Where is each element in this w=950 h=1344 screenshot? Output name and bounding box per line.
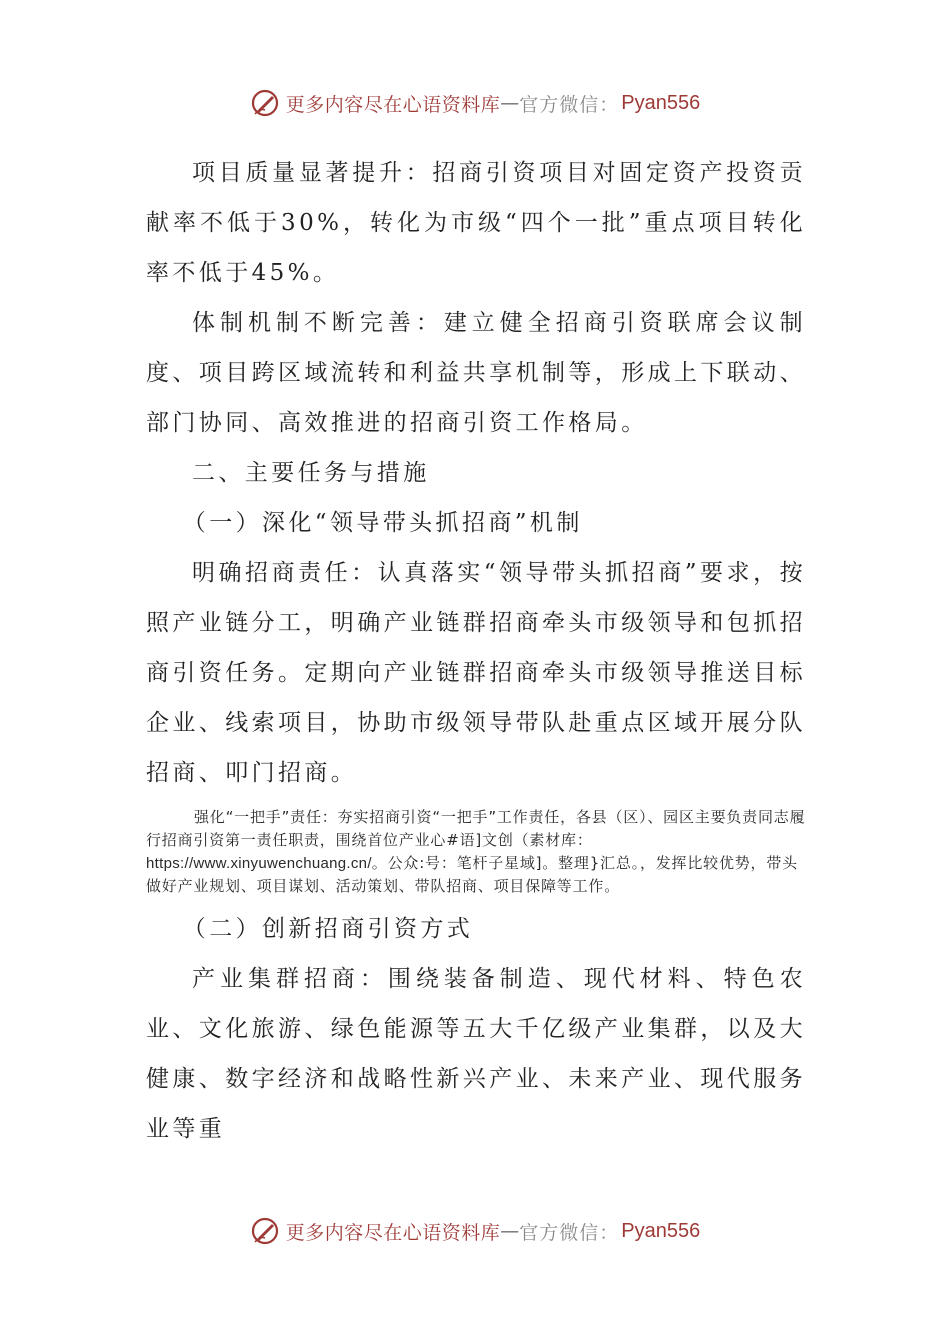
section-heading-main-tasks: 二、主要任务与措施: [192, 460, 430, 486]
wechat-id: Pyan556: [621, 1219, 701, 1242]
watermark-separator: —: [500, 92, 520, 114]
document-body: [146, 148, 806, 1154]
wechat-id: Pyan556: [621, 91, 701, 114]
wechat-label: 官方微信：: [519, 1221, 620, 1244]
quill-seal-icon: [250, 1216, 280, 1246]
paragraph-cluster-investment: 产业集群招商：围绕装备制造、现代材料、特色农业、文化旅游、绿色能源等五大千亿级产业集群，以及大健康、数字经济和战略性新兴产业、未来产业、现代服务业等重: [146, 966, 806, 1142]
watermark-separator: —: [500, 1220, 520, 1242]
subsection-heading-leadership: （一）深化“领导带头抓招商”机制: [182, 510, 583, 536]
wechat-label: 官方微信：: [519, 93, 620, 116]
header-watermark: [0, 83, 950, 123]
paragraph-responsibility: 明确招商责任：认真落实“领导带头抓招商”要求，按照产业链分工，明确产业链群招商牵头市级领导和包抓招商引资任务。定期向产业链群招商牵头市级领导推送目标企业、线索项目，协助市级领导带队赴重点区域开展分队招商、叩门招商。: [146, 560, 806, 786]
subsection-heading-innovation: （二）创新招商引资方式: [182, 916, 474, 942]
note-text-end: 。公众:号：笔杆子星域]。整理}汇总。，发挥比较优势，带头做好产业规划、项目谋划、活动策划、带队招商、项目保障等工作。: [146, 854, 798, 895]
paragraph-project-quality: 项目质量显著提升：招商引资项目对固定资产投资贡献率不低于30%，转化为市级“四个一批”重点项目转化率不低于45%。: [146, 160, 806, 286]
quill-seal-icon: [250, 88, 280, 118]
footer-watermark: [0, 1211, 950, 1251]
paragraph-mechanism: 体制机制不断完善：建立健全招商引资联席会议制度、项目跨区域流转和利益共享机制等，形成上下联动、部门协同、高效推进的招商引资工作格局。: [146, 310, 806, 436]
note-url: https://www.xinyuwenchuang.cn/: [146, 855, 372, 872]
watermark-text: 更多内容尽在心语资料库: [285, 93, 501, 116]
watermark-text: 更多内容尽在心语资料库: [285, 1221, 501, 1244]
note-text-start: 强化“一把手”责任：夯实招商引资“一把手”工作责任，各县（区）、园区主要负责同志履行招商引资第一责任职责，围绕首位产业心#语]文创（素材库：: [146, 808, 806, 849]
paragraph-top-leader-note: [146, 806, 806, 898]
